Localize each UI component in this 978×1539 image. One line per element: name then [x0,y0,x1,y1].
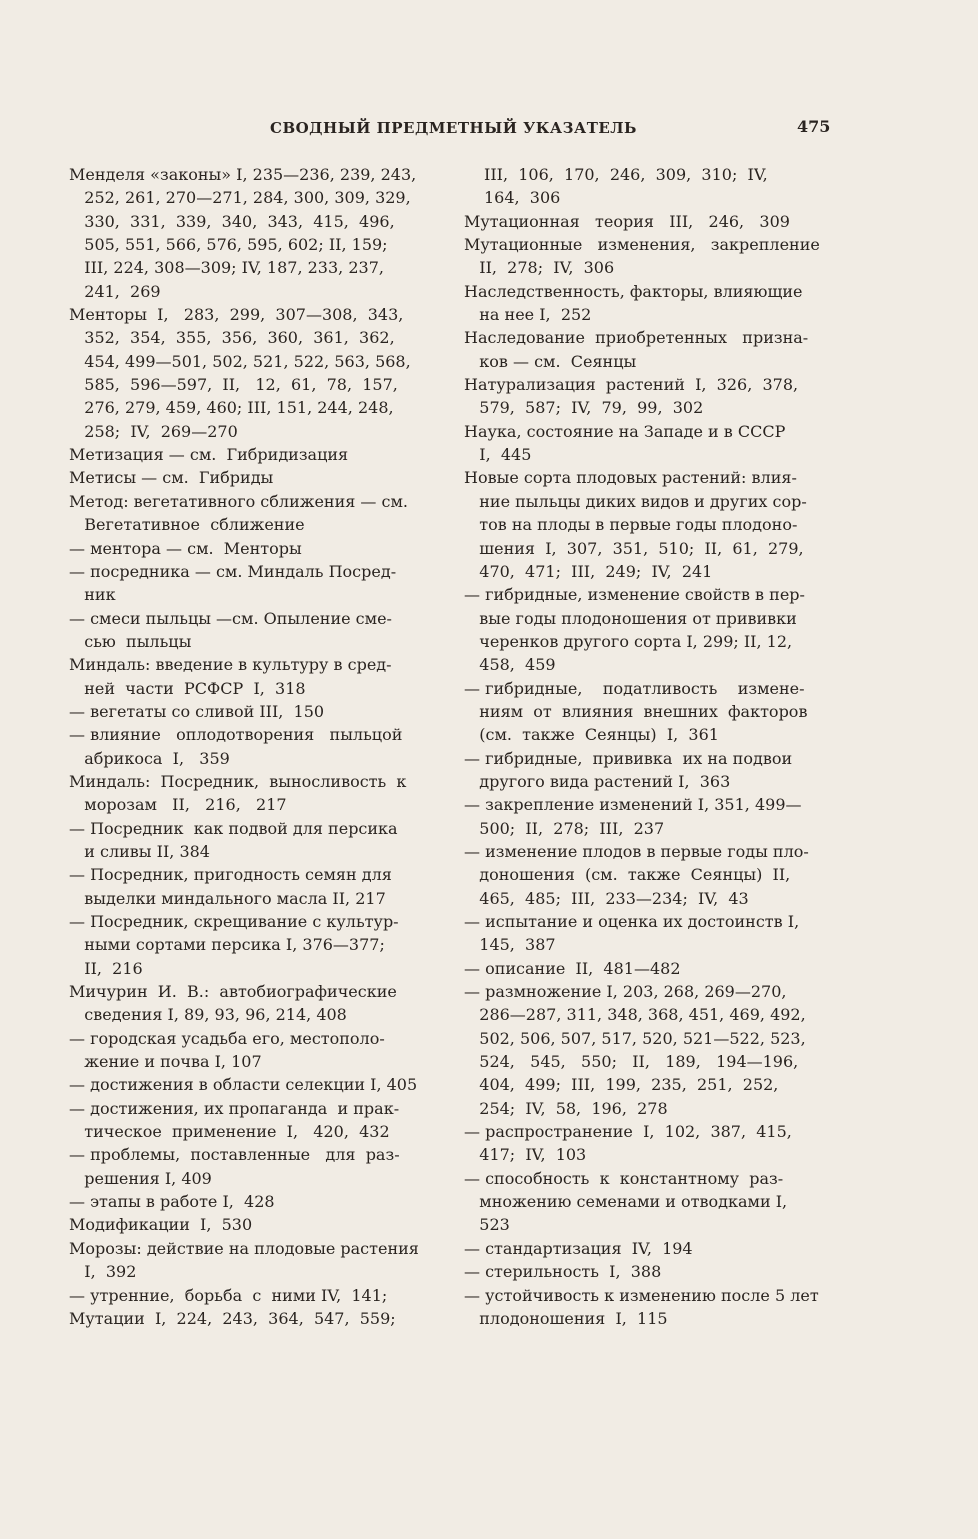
index-column-left [69,163,436,1330]
index-entry-line: 164, 306 [484,188,561,208]
index-entry-line: — стандартизация IV, 194 [464,1238,693,1258]
index-entry-line: — изменение плодов в первые годы пло- [464,841,809,861]
index-entry-line: — вегетаты со сливой III, 150 [69,701,325,721]
index-entry-line: 330, 331, 339, 340, 343, 415, 496, [69,211,395,231]
index-entry-line: 404, 499; III, 199, 235, 251, 252, [464,1075,779,1095]
index-entry-line: I, 392 [69,1262,137,1282]
index-entry-line: на нее I, 252 [464,305,592,325]
index-entry-line: — закрепление изменений I, 351, 499— [464,795,802,815]
index-entry-line: — проблемы, поставленные для раз- [69,1145,400,1165]
index-entry-line: морозам II, 216, 217 [69,795,287,815]
index-entry-line: другого вида растений I, 363 [464,771,731,791]
index-entry-line: выделки миндального масла II, 217 [69,888,386,908]
index-entry-line: II, 216 [69,958,143,978]
index-entry-line: решения I, 409 [69,1168,212,1188]
index-entry-line: 470, 471; III, 249; IV, 241 [464,561,713,581]
index-entry-line: 254; IV, 58, 196, 278 [464,1098,668,1118]
index-entry-line: абрикоса I, 359 [69,748,230,768]
index-entry-line: жение и почва I, 107 [69,1052,262,1072]
index-entry-line: и сливы II, 384 [69,841,210,861]
index-entry-line: Наука, состояние на Западе и в СССР [464,421,786,441]
index-entry-line: Метисы — см. Гибриды [69,468,274,488]
index-entry-line: — испытание и оценка их достоинств I, [464,912,800,931]
index-entry-line: — устойчивость к изменению после 5 лет [464,1285,819,1305]
index-entry-line: Вегетативное сближение [69,515,305,535]
index-entry-line: сью пыльцы [69,631,192,651]
index-column-right [464,163,828,1330]
index-entry-line: — Посредник, пригодность семян для [69,865,392,885]
index-entry-line: Метизация — см. Гибридизация [69,445,349,465]
index-entry-line: II, 278; IV, 306 [464,258,615,278]
index-entry-line: ными сортами персика I, 376—377; [69,935,385,955]
index-entry-line: Менделя «законы» I, 235—236, 239, 243, [69,165,417,184]
index-entry-line: 523 [464,1215,510,1235]
index-entry-line: Морозы: действие на плодовые растения [69,1238,419,1258]
index-entry-line: (см. также Сеянцы) I, 361 [464,725,719,745]
index-entry-line: 465, 485; III, 233—234; IV, 43 [464,888,749,908]
index-entry-line: III, 106, 170, 246, 309, 310; IV, [484,165,768,184]
index-entry-line: — гибридные, податливость измене- [464,678,805,698]
index-entry-line: вые годы плодоношения от прививки [464,608,797,628]
index-entry-line: шения I, 307, 351, 510; II, 61, 279, [464,538,804,558]
index-entry-line: Миндаль: Посредник, выносливость к [69,771,407,791]
index-entry-line: 417; IV, 103 [464,1145,587,1165]
index-entry-line: 524, 545, 550; II, 189, 194—196, [464,1052,799,1072]
index-entry-line: Мутационные изменения, закрепление [464,235,820,255]
index-entry-line: Мутационная теория III, 246, 309 [464,211,790,231]
index-entry-line: тов на плоды в первые годы плодоно- [464,515,798,535]
index-entry-line: 276, 279, 459, 460; III, 151, 244, 248, [69,398,394,418]
index-entry-line: 241, 269 [69,281,161,301]
index-entry-line: 579, 587; IV, 79, 99, 302 [464,398,704,418]
index-entry-line: 500; II, 278; III, 237 [464,818,665,838]
index-entry-line: — стерильность I, 388 [464,1262,662,1282]
index-entry-line: Модификации I, 530 [69,1215,253,1235]
index-entry-line: — распространение I, 102, 387, 415, [464,1122,792,1142]
index-entry-line: 454, 499—501, 502, 521, 522, 563, 568, [69,351,411,371]
index-entry-line: — посредника — см. Миндаль Посред- [69,561,397,581]
index-entry-line: Новые сорта плодовых растений: влия- [464,468,797,488]
index-entry-line: Миндаль: введение в культуру в сред- [69,655,392,675]
index-entry-line: 145, 387 [464,935,556,955]
index-entry-line: — утренние, борьба с ними IV, 141; [69,1285,388,1305]
index-entry-line: ник [69,585,116,605]
index-entry-line: ков — см. Сеянцы [464,351,637,371]
index-entry-line: Мутации I, 224, 243, 364, 547, 559; [69,1308,396,1328]
index-entry-line: ниям от влияния внешних факторов [464,701,808,721]
index-entry-line: ние пыльцы диких видов и других сор- [464,491,807,511]
index-entry-line: — гибридные, изменение свойств в пер- [464,585,805,605]
index-entry-line: Метод: вегетативного сближения — см. [69,491,408,511]
index-entry-line: множению семенами и отводками I, [464,1192,788,1212]
index-entry-line: — Посредник, скрещивание с культур- [69,912,399,931]
index-entry-line: 258; IV, 269—270 [69,421,238,441]
index-entry-line: — гибридные, прививка их на подвои [464,748,793,768]
index-entry-line: — достижения в области селекции I, 405 [69,1075,418,1095]
index-entry-line: — ментора — см. Менторы [69,538,302,558]
index-entry-line: — описание II, 481—482 [464,958,681,978]
index-entry-line: Наследование приобретенных призна- [464,328,809,348]
index-entry-line: сведения I, 89, 93, 96, 214, 408 [69,1005,347,1025]
index-entry-line: 286—287, 311, 348, 368, 451, 469, 492, [464,1005,806,1025]
index-entry-line: 252, 261, 270—271, 284, 300, 309, 329, [69,188,411,208]
index-entry-line: Наследственность, факторы, влияющие [464,281,803,301]
index-entry-line: Натурализация растений I, 326, 378, [464,375,799,395]
index-entry-line: — этапы в работе I, 428 [69,1192,275,1212]
index-entry-line: ней части РСФСР I, 318 [69,678,306,698]
index-entry-line: тическое применение I, 420, 432 [69,1122,390,1142]
index-entry-line: Мичурин И. В.: автобиографические [69,982,397,1002]
index-entry-line: III, 224, 308—309; IV, 187, 233, 237, [69,258,384,278]
index-entry-line: — смеси пыльцы —см. Опыление сме- [69,608,392,628]
index-entry-line: 458, 459 [464,655,556,675]
page-number: 475 [797,117,831,136]
index-entry-line: — достижения, их пропаганда и прак- [69,1098,400,1118]
index-entry-line: 502, 506, 507, 517, 520, 521—522, 523, [464,1028,806,1048]
index-entry-line: плодоношения I, 115 [464,1308,668,1328]
index-entry-line: — размножение I, 203, 268, 269—270, [464,982,787,1002]
index-entry-line: — влияние оплодотворения пыльцой [69,725,403,745]
index-entry-line: 352, 354, 355, 356, 360, 361, 362, [69,328,395,348]
index-entry-line: I, 445 [464,445,532,465]
running-head: СВОДНЫЙ ПРЕДМЕТНЫЙ УКАЗАТЕЛЬ [270,119,637,137]
index-entry-line: черенков другого сорта I, 299; II, 12, [464,631,793,651]
index-entry-line: Менторы I, 283, 299, 307—308, 343, [69,305,404,325]
index-entry-line: — Посредник как подвой для персика [69,818,398,838]
index-entry-line: — городская усадьба его, местополо- [69,1028,385,1048]
index-entry-line: доношения (см. также Сеянцы) II, [464,865,791,885]
index-entry-line: — способность к константному раз- [464,1168,784,1188]
index-entry-line: 585, 596—597, II, 12, 61, 78, 157, [69,375,398,395]
index-entry-line: 505, 551, 566, 576, 595, 602; II, 159; [69,235,388,255]
